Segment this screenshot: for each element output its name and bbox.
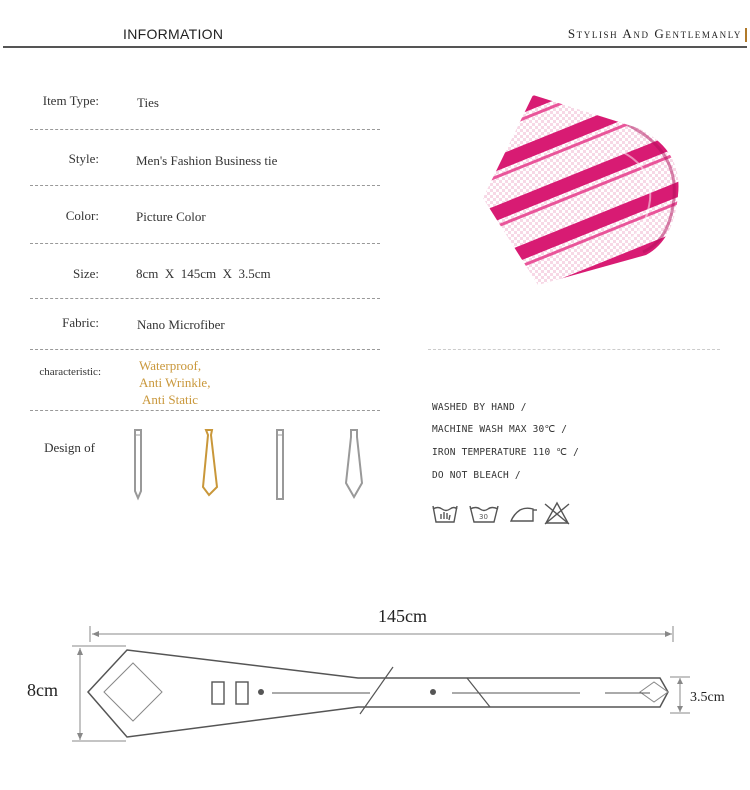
spec-label-item-type: Item Type: <box>42 93 99 108</box>
care-line-machine-wash: MACHINE WASH MAX 30℃ / <box>432 424 568 435</box>
tie-outline-icon <box>88 650 668 737</box>
iron-icon <box>511 508 537 521</box>
characteristic-line: Anti Static <box>142 392 198 407</box>
characteristic-line: Anti Wrinkle, <box>139 375 211 390</box>
spec-value-item-type: Ties <box>137 95 159 110</box>
care-line-bleach: DO NOT BLEACH / <box>432 470 521 481</box>
dimension-length-label: 145cm <box>378 606 427 626</box>
tie-product-image <box>478 90 688 290</box>
tie-outline-gray-icon <box>277 430 283 499</box>
spec-value-size: 8cm X 145cm X 3.5cm <box>136 266 271 281</box>
spec-divider <box>30 410 380 411</box>
spec-label-fabric: Fabric: <box>62 315 99 330</box>
header-tagline: Stylish And Gentlemanly <box>567 26 742 41</box>
tie-outline-gray-icon <box>135 430 141 498</box>
tie-outline-gray-icon <box>346 430 362 497</box>
spec-divider <box>30 349 380 350</box>
design-label: Design of <box>44 440 95 455</box>
dimension-tip-width-label: 3.5cm <box>690 690 725 705</box>
machine-wash-temp: 30 <box>479 513 488 521</box>
page-title: INFORMATION <box>123 26 224 42</box>
spec-value-color: Picture Color <box>136 209 206 224</box>
spec-value-fabric: Nano Microfiber <box>137 317 225 332</box>
tie-dimension-diagram <box>0 590 750 790</box>
care-icons <box>430 498 575 528</box>
care-line-hand-wash: WASHED BY HAND / <box>432 402 527 413</box>
spec-value-characteristic <box>139 357 210 408</box>
no-bleach-icon <box>545 503 569 524</box>
machine-wash-30-icon <box>470 506 498 522</box>
spec-divider <box>30 298 380 299</box>
spec-divider <box>30 243 380 244</box>
dimension-width-label: 8cm <box>27 680 58 700</box>
tie-outline-gold-icon <box>203 430 217 495</box>
spec-label-characteristic: characteristic: <box>39 366 101 378</box>
spec-label-size: Size: <box>73 266 99 281</box>
design-tie-icons <box>120 425 380 505</box>
header-divider <box>3 46 747 48</box>
spec-divider <box>30 129 380 130</box>
image-divider <box>428 349 720 350</box>
spec-label-style: Style: <box>68 151 99 166</box>
spec-divider <box>30 185 380 186</box>
characteristic-line: Waterproof, <box>139 358 202 373</box>
spec-label-color: Color: <box>65 208 99 223</box>
header-accent-bar <box>745 28 747 42</box>
care-line-iron: IRON TEMPERATURE 110 ℃ / <box>432 447 580 458</box>
hand-wash-icon <box>433 506 457 522</box>
spec-value-style: Men's Fashion Business tie <box>136 153 278 168</box>
